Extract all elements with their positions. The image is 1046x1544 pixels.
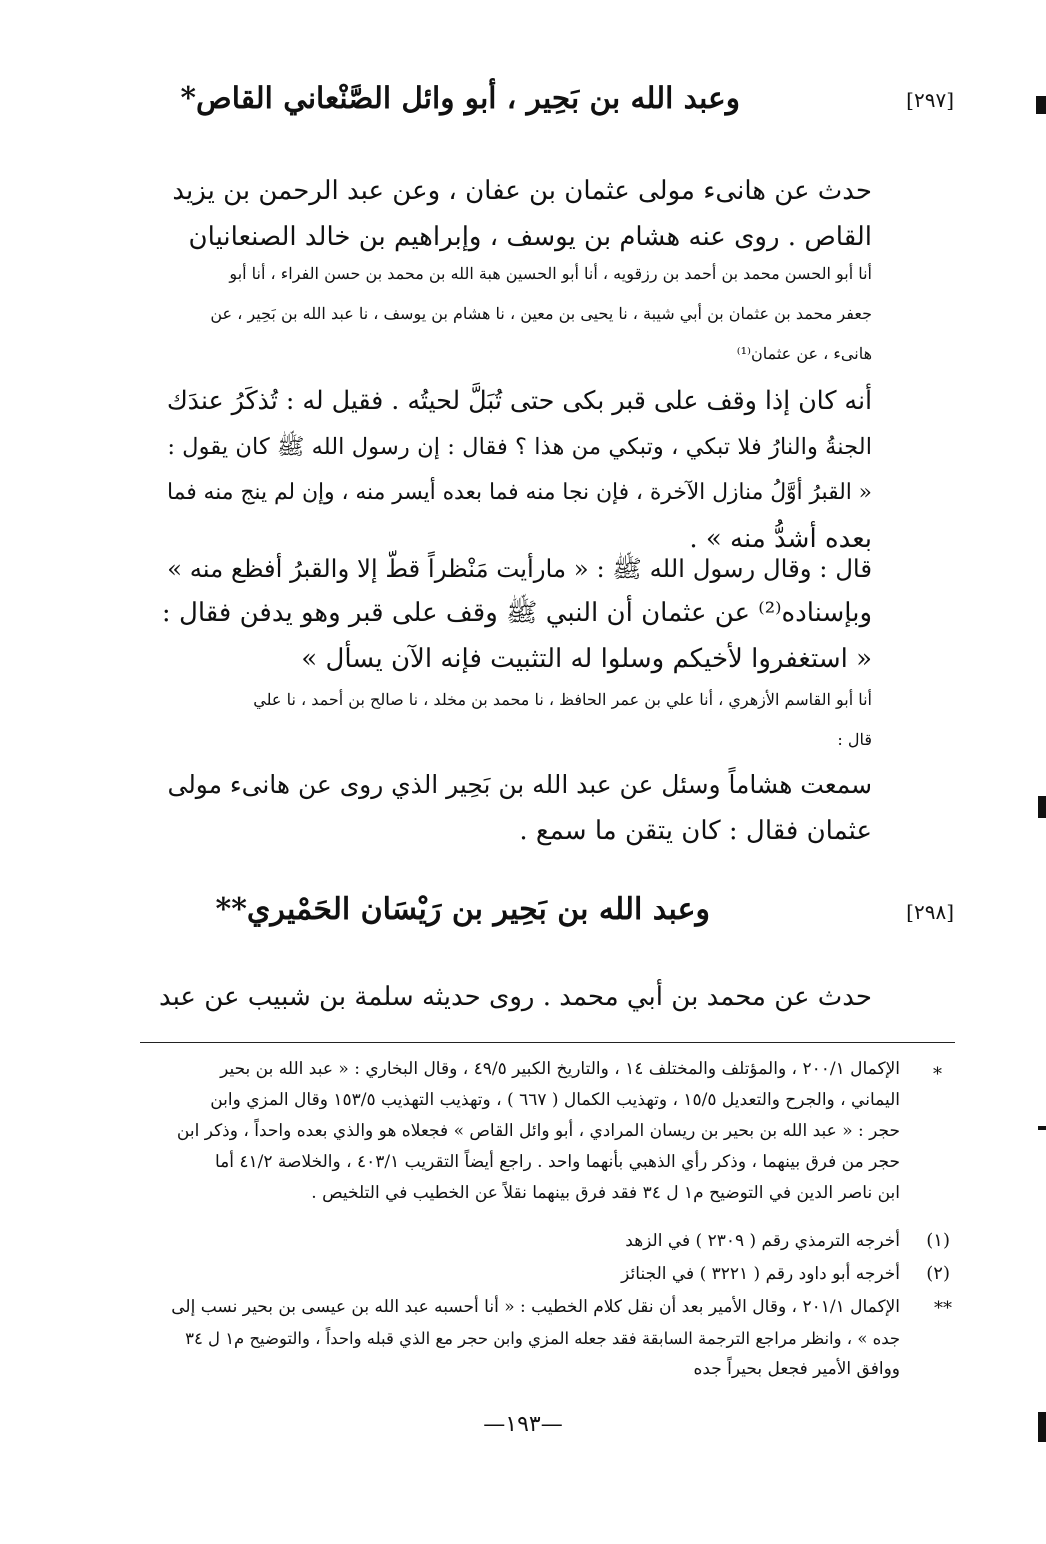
footnote-1 xyxy=(170,1226,900,1257)
entry-body-paragraph xyxy=(152,974,872,1020)
footnote-line: حجر : « عبد الله بن بحير بن ريسان المرادي ، أبو وائل القاص » فجعلاه هو والذي بعده واحداً ، وذكر ابن xyxy=(176,1121,900,1141)
text-line: حدث عن محمد بن أبي محمد . روى حديثه سلمة بن شبيب عن عبد xyxy=(158,982,872,1012)
scan-edge-mark xyxy=(1036,96,1046,114)
text-line: حدث عن هانىء مولى عثمان بن عفان ، وعن عبد الرحمن بن يزيد xyxy=(172,176,872,206)
text-line: القاص . روى عنه هشام بن يوسف ، وإبراهيم بن خالد الصنعانيان xyxy=(188,222,872,252)
footnote-line: أخرجه الترمذي رقم ( ٢٣٠٩ ) في الزهد xyxy=(625,1231,900,1251)
text-line: بعده أشدُّ منه » . xyxy=(689,524,872,554)
hadith-paragraph xyxy=(152,378,872,562)
text-line: « القبرُ أوَّلُ منازل الآخرة ، فإن نجا منه فما بعده أيسر منه ، وإن لم ينج منه فما xyxy=(167,480,872,505)
text-line: وبإسناده⁽²⁾ عن عثمان أن النبي ﷺ وقف على قبر وهو يدفن فقال : xyxy=(161,598,872,628)
isnad-chain xyxy=(152,254,872,374)
scan-edge-mark xyxy=(1038,1126,1046,1130)
footnote-line: ابن ناصر الدين في التوضيح م١ ل ٣٤ فقد فرق بينهما نقلاً عن الخطيب في التلخيص . xyxy=(311,1183,900,1203)
footnote-line: حجر من فرق بينهما ، وذكر رأي الذهبي بأنهما واحد . راجع أيضاً التقريب ٤٠٣/١ ، والخلاصة ٤١/٢ أما xyxy=(214,1152,900,1172)
text-line: عثمان فقال : كان يتقن ما سمع . xyxy=(519,816,872,846)
footnote-mark: (١) xyxy=(926,1230,950,1251)
entry-heading-297 xyxy=(140,80,960,124)
footnote-2 xyxy=(170,1259,900,1290)
text-line: جعفر محمد بن عثمان بن أبي شيبة ، نا يحيى بن معين ، نا هشام بن يوسف ، نا عبد الله بن بَحِير ، عن xyxy=(210,304,872,323)
hadith-paragraph xyxy=(152,546,872,592)
footnote-line: الإكمال ٢٠٠/١ ، والمؤتلف والمختلف ١٤ ، والتاريخ الكبير ٤٩/٥ ، وقال البخاري : « عبد الله بن بحير xyxy=(220,1059,900,1079)
footnote-star2 xyxy=(170,1292,900,1385)
text-line: هانىء ، عن عثمان⁽¹⁾ xyxy=(736,344,872,363)
footnote-mark: * xyxy=(933,1064,942,1085)
text-line: الجنةُ والنارُ فلا تبكي ، وتبكي من هذا ؟ فقال : إن رسول الله ﷺ كان يقول : xyxy=(167,434,872,460)
text-line: أنا أبو الحسن محمد بن أحمد بن رزقويه ، أنا أبو الحسين هبة الله بن محمد بن حسن الفراء ، أنا أبو xyxy=(229,264,872,283)
footnote-line: أخرجه أبو داود رقم ( ٣٢٢١ ) في الجنائز xyxy=(621,1264,900,1284)
entry-title: وعبد الله بن بَحِير ، أبو وائل الصَّنْعاني القاص* xyxy=(180,80,740,115)
page-number: —١٩٣— xyxy=(483,1412,563,1437)
entry-number: [٢٩٧] xyxy=(906,88,954,112)
hadith-paragraph xyxy=(152,590,872,682)
text-line: سمعت هشاماً وسئل عن عبد الله بن بَحِير الذي روى عن هانىء مولى xyxy=(167,770,872,799)
text-line: قال : xyxy=(837,730,872,749)
entry-body-paragraph xyxy=(152,168,872,260)
isnad-chain xyxy=(152,680,872,760)
entry-number: [٢٩٨] xyxy=(906,900,954,924)
text-line: أنا أبو القاسم الأزهري ، أنا علي بن عمر الحافظ ، نا محمد بن مخلد ، نا صالح بن أحمد ، نا علي xyxy=(253,690,872,709)
text-line: قال : وقال رسول الله ﷺ : « مارأيت مَنْظراً قطّ إلا والقبرُ أفظع منه » xyxy=(167,554,872,583)
text-line: أنه كان إذا وقف على قبر بكى حتى تُبَلَّ لحيتُه . فقيل له : تُذكَرُ عندَك xyxy=(166,386,872,415)
footnote-mark: ** xyxy=(934,1298,952,1319)
entry-heading-298 xyxy=(140,892,960,936)
footnote-line: ووافق الأمير فجعل بحيراً جده xyxy=(693,1359,900,1379)
footnote-mark: (٢) xyxy=(926,1263,950,1284)
entry-title: وعبد الله بن بَحِير بن رَيْسَان الحَمْيري** xyxy=(215,892,710,927)
footnote-line: جده » ، وانظر مراجع الترجمة السابقة فقد جعله المزي وابن حجر مع الذي قبله واحداً ، والتوضيح م١ ل ٣٤ xyxy=(185,1329,900,1348)
scan-edge-mark xyxy=(1038,796,1046,818)
footnote-line: اليماني ، والجرح والتعديل ١٥/٥ ، وتهذيب الكمال ( ٦٦٧ ) ، وتهذيب التهذيب ١٥٣/٥ وقال المزي وابن xyxy=(210,1090,900,1110)
footnote-line: الإكمال ٢٠١/١ ، وقال الأمير بعد أن نقل كلام الخطيب : « أنا أحسبه عبد الله بن عيسى بن بحير نسب إلى xyxy=(171,1297,900,1317)
scan-edge-mark xyxy=(1038,1412,1046,1442)
entry-body-paragraph xyxy=(152,762,872,854)
footnote-separator xyxy=(140,1042,955,1043)
footnote-star1 xyxy=(170,1054,900,1209)
text-line: « استغفروا لأخيكم وسلوا له التثبيت فإنه الآن يسأل » xyxy=(301,644,872,674)
